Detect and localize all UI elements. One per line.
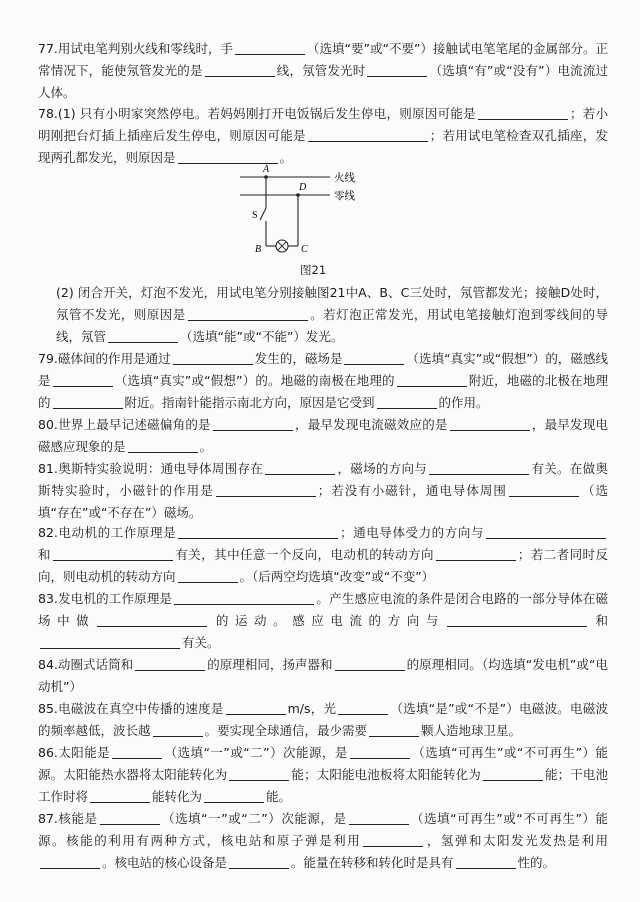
question-text: 发电机的工作原理是 [57,591,173,606]
question-text: ，最早发现电磁感应现象的是 [38,417,608,455]
question-number: 77. [38,41,58,56]
point-c-label: C [301,244,308,255]
answer-blank[interactable] [335,656,405,671]
answer-blank[interactable] [53,546,173,561]
question-text: （选填“可再生”或“不可再生”）能源。核能的利用有两种方式，核电站和原子弹是利用 [38,811,608,849]
question-text: 。核电站的核心设备是 [102,855,228,871]
live-wire-label: 火线 [334,172,355,184]
answer-blank[interactable] [344,350,404,365]
answer-blank[interactable] [450,416,530,431]
question-text: 。若灯泡正常发光，用试电笔接触灯泡到零线间的导线，氖管 [56,307,608,345]
question-text: （选填“有”或“没有”）电流流过人体。 [38,63,608,101]
question-text: (2) 闭合开关，灯泡不发光，用试电笔分别接触图21中A、B、C三处时，氖管都发光；接触D处时，氖管不发光，则原因是 [56,285,608,323]
answer-blank[interactable] [308,127,428,142]
answer-blank[interactable] [429,460,529,475]
answer-blank[interactable] [153,722,203,737]
question-text: 和 [588,613,608,629]
question-text: 能；干电池工作时将 [38,767,608,805]
question-text: (1) 只有小明家突然停电。若妈妈刚打开电饭锅后发生停电，则原因可能是 [57,106,476,121]
question-number: 87. [38,811,58,826]
question-number: 81. [38,461,58,476]
switch-icon [260,208,266,220]
question-text: （选填“一”或“二”）次能源，是 [164,745,348,760]
question-text: （选填“真实”或“假想”）的。地磁的南极在地理的 [114,373,395,389]
answer-blank[interactable] [173,350,253,365]
answer-blank[interactable] [135,656,205,671]
answer-blank[interactable] [509,482,579,497]
question-text: 。（后两空均选填“改变”或“不变”） [239,569,435,585]
question-number: 86. [38,745,58,760]
switch-label: S [252,210,258,221]
question-text: 性的。 [517,855,556,871]
question-78-part2 [38,282,608,349]
question-text: 。能量在转移和转化时是具有 [291,855,454,871]
answer-blank[interactable] [349,810,409,825]
question-text: ；若没有小磁针，通电导体周围 [317,483,507,499]
question-82 [38,522,608,589]
question-text: 动圈式话筒和 [57,657,134,672]
question-86 [38,742,608,809]
question-text: 世界上最早记述磁偏角的是 [57,417,211,432]
point-a-label: A [263,164,270,175]
question-text: （选填“能”或“不能”）发光。 [180,329,344,345]
answer-blank[interactable] [53,372,113,387]
question-text: 。 [279,150,293,166]
answer-blank[interactable] [226,700,286,715]
question-text: （选填“存在”或“不存在”）磁场。 [38,483,608,521]
question-number: 80. [38,417,58,432]
answer-blank[interactable] [216,482,316,497]
question-text: ；若二者同时反向，则电动机的转动方向 [38,547,608,585]
question-text: （选填“要”或“不要”）接触试电笔笔尾的金属部分。正常情况下，能使氖管发光的是 [38,41,608,79]
question-text: 发生的，磁场是 [254,351,343,366]
answer-blank[interactable] [40,634,180,649]
answer-blank[interactable] [367,62,427,77]
answer-blank[interactable] [178,524,338,539]
question-77 [38,38,608,105]
question-number: 83. [38,591,58,606]
answer-blank[interactable] [90,788,150,803]
answer-blank[interactable] [188,306,308,321]
junction-dot [264,175,268,179]
question-text: 有关。在做奥斯特实验时，小磁针的作用是 [38,461,608,499]
question-80 [38,414,608,458]
question-number: 78. [38,106,58,121]
question-text: 有关。 [182,635,220,651]
question-text: （选填“是”或“不是”）电磁波。电磁波的频率越低，波长越 [38,701,608,739]
question-text: 核能是 [57,811,98,826]
question-text: ；通电导体受力的方向与 [340,525,484,540]
question-79 [38,348,608,415]
answer-blank[interactable] [229,766,289,781]
question-text: 线，氖管发光时 [276,63,366,79]
neutral-wire-label: 零线 [334,190,355,202]
question-text: 电磁波在真空中传播的速度是 [57,701,224,716]
answer-blank[interactable] [447,612,587,627]
question-text: 附近。指南针能指示南北方向，原因是它受到 [124,395,375,411]
question-81 [38,458,608,525]
answer-blank[interactable] [486,524,606,539]
answer-blank[interactable] [40,854,100,869]
question-84 [38,654,608,698]
answer-blank[interactable] [397,372,467,387]
question-text: （选填“真实”或“假想”）的，磁感线是 [38,351,608,389]
question-text: m/s，光 [287,701,337,716]
question-83 [38,588,608,655]
answer-blank[interactable] [265,460,335,475]
answer-blank[interactable] [483,766,543,781]
question-text: 和 [38,547,51,563]
question-text: 奥斯特实验说明：通电导体周围存在 [57,461,264,476]
answer-blank[interactable] [338,700,388,715]
question-text: （选填“可再生”或“不可再生”）能源。太阳能热水器将太阳能转化为 [38,745,608,783]
answer-blank[interactable] [377,394,437,409]
answer-blank[interactable] [363,832,423,847]
circuit-figure-21 [210,160,370,260]
question-text: 。 [199,439,213,455]
question-text: 的运动。感应电流的方向与 [209,613,445,629]
question-text: 。产生感应电流的条件是闭合电路的一部分导体在磁场中做 [38,591,608,629]
question-text: ；若小明刚把台灯插上插座后发生停电，则原因可能是 [38,106,608,144]
answer-blank[interactable] [213,416,293,431]
question-number: 82. [38,525,58,540]
question-85 [38,698,608,742]
answer-blank[interactable] [108,328,178,343]
question-text: 的原理相同，扬声器和 [207,657,333,672]
answer-blank[interactable] [178,568,238,583]
answer-blank[interactable] [205,62,275,77]
answer-blank[interactable] [128,438,198,453]
question-text: 附近，地磁的北极在地理的 [38,373,608,411]
answer-blank[interactable] [350,744,410,759]
question-number: 79. [38,351,58,366]
point-d-label: D [299,182,307,193]
answer-blank[interactable] [235,40,305,55]
figure-caption: 图21 [300,263,327,277]
question-text: 颗人造地球卫星。 [421,723,522,739]
answer-blank[interactable] [478,105,568,120]
answer-blank[interactable] [204,788,264,803]
question-text: 用试电笔判别火线和零线时，手 [57,41,233,56]
answer-blank[interactable] [369,722,419,737]
question-text: ，氢弹和太阳发光发热是利用 [425,833,608,849]
question-text: ；若用试电笔检查双孔插座，发现两孔都发光，则原因是 [38,128,608,166]
question-text: 的原理相同。（均选填“发电机”或“电动机”） [38,657,608,695]
question-text: 能转化为 [152,789,203,805]
question-text: ，最早发现电流磁效应的是 [294,417,448,432]
answer-blank[interactable] [97,612,207,627]
point-b-label: B [255,244,262,255]
question-text: 能；太阳能电池板将太阳能转化为 [291,767,481,783]
question-number: 85. [38,701,58,716]
question-text: 电动机的工作原理是 [57,525,177,540]
answer-blank[interactable] [112,744,162,759]
question-87 [38,808,608,875]
question-text: 有关，其中任意一个反向，电动机的转动方向 [174,547,434,563]
question-text: 的作用。 [438,395,489,411]
answer-blank[interactable] [229,854,289,869]
answer-blank[interactable] [100,810,160,825]
question-text: ，磁场的方向与 [337,461,428,476]
question-number: 84. [38,657,58,672]
question-text: 能。 [266,789,292,805]
question-text: 磁体间的作用是通过 [57,351,171,366]
answer-blank[interactable] [53,394,123,409]
answer-blank[interactable] [174,590,314,605]
answer-blank[interactable] [436,546,516,561]
question-text: 。要实现全球通信，最少需要 [204,723,368,739]
answer-blank[interactable] [456,854,516,869]
question-text: 太阳能是 [57,745,111,760]
question-text: （选填“一”或“二”）次能源，是 [161,811,347,826]
